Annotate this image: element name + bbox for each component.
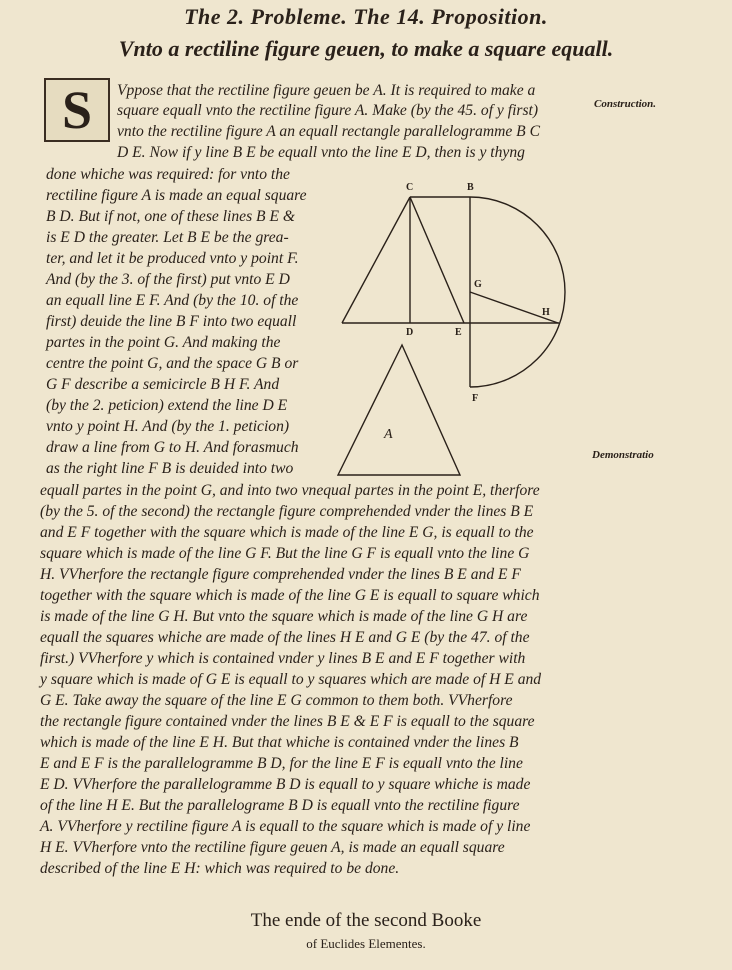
text-line: which is made of the line E H. But that whiche is contained vnder the lines B (40, 734, 519, 751)
text-line: Vppose that the rectiline figure geuen be A. It is required to make a (117, 82, 536, 99)
semicircle-BHF (470, 197, 565, 387)
text-line: (by the 5. of the second) the rectangle figure comprehended vnder the lines B E (40, 503, 534, 520)
text-line: the rectangle figure contained vnder the lines B E & E F is equall to the square (40, 713, 535, 730)
text-line: partes in the point G. And making the (46, 334, 281, 351)
text-line: rectiline figure A is made an equal square (46, 187, 307, 204)
book-end-subline: of Euclides Elementes. (306, 936, 426, 951)
label-D: D (406, 327, 414, 338)
text-line: done whiche was required: for vnto the (46, 166, 290, 183)
line-C-left (342, 197, 410, 323)
text-line: first) deuide the line B F into two equall (46, 313, 297, 330)
label-E: E (455, 327, 462, 338)
proposition-statement: Vnto a rectiline figure geuen, to make a square equall. (118, 36, 614, 61)
text-line: G F describe a semicircle B H F. And (46, 376, 280, 393)
text-line: of the line H E. But the parallelograme B D is equall vnto the rectiline figure (40, 797, 520, 814)
label-G: G (474, 279, 482, 290)
text-line: as the right line F B is deuided into two (46, 460, 294, 477)
text-line: G E. Take away the square of the line E G common to them both. VVherfore (40, 692, 513, 709)
geometry-figure (330, 175, 570, 485)
margin-note-demonstration: Demonstratio (592, 449, 654, 461)
text-line: is made of the line G H. But vnto the square which is made of the line G H are (40, 608, 528, 625)
text-line: square which is made of the line G F. But the line G F is equall vnto the line G (40, 545, 530, 562)
label-A: A (384, 427, 393, 442)
text-line: D E. Now if y line B E be equall vnto the line E D, then is y thyng (117, 144, 525, 161)
text-line: And (by the 3. of the first) put vnto E D (46, 271, 290, 288)
line-C-right (410, 197, 464, 323)
text-line: an equall line E F. And (by the 10. of the (46, 292, 299, 309)
page-heading: The 2. Probleme. The 14. Proposition. (184, 4, 548, 29)
label-H: H (542, 307, 550, 318)
text-line: y square which is made of G E is equall to y squares which are made of H E and (40, 671, 542, 688)
text-line: ter, and let it be produced vnto y point F. (46, 250, 299, 267)
label-F: F (472, 393, 479, 404)
text-line: is E D the greater. Let B E be the grea- (46, 229, 289, 246)
ornamental-initial: S (44, 78, 110, 142)
triangle-A (338, 345, 460, 475)
text-line: square equall vnto the rectiline figure A. Make (by the 45. of y first) (117, 102, 539, 119)
label-C: C (406, 182, 414, 193)
text-line: together with the square which is made of the line G E is equall to square which (40, 587, 540, 604)
text-line: and E F together with the square which is made of the line E G, is equall to the (40, 524, 534, 541)
book-end-line: The ende of the second Booke (250, 910, 482, 931)
text-line: A. VVherfore y rectiline figure A is equall to the square which is made of y line (40, 818, 531, 835)
text-line: centre the point G, and the space G B or (46, 355, 299, 372)
text-line: H E. VVherfore vnto the rectiline figure geuen A, is made an equall square (40, 839, 505, 856)
margin-note-construction: Construction. (594, 98, 657, 110)
text-line: (by the 2. peticion) extend the line D E (46, 397, 288, 414)
text-line: H. VVherfore the rectangle figure comprehended vnder the lines B E and E F (40, 566, 521, 583)
text-line: first.) VVherfore y which is contained vnder y lines B E and E F together with (40, 650, 526, 667)
text-line: equall partes in the point G, and into two vnequal partes in the point E, therfore (40, 482, 540, 499)
text-line: vnto the rectiline figure A an equall rectangle parallelogramme B C (117, 123, 540, 140)
text-line: described of the line E H: which was required to be done. (40, 860, 400, 877)
label-B: B (467, 182, 474, 193)
text-line: B D. But if not, one of these lines B E & (46, 208, 296, 225)
text-line: vnto y point H. And (by the 1. peticion) (46, 418, 290, 435)
text-line: draw a line from G to H. And forasmuch (46, 439, 299, 456)
text-line: E D. VVherfore the parallelogramme B D is equall to y square whiche is made (40, 776, 531, 793)
text-line: equall the squares whiche are made of the lines H E and G E (by the 47. of the (40, 629, 530, 646)
text-line: E and E F is the parallelogramme B D, for the line E F is equall vnto the line (40, 755, 523, 772)
